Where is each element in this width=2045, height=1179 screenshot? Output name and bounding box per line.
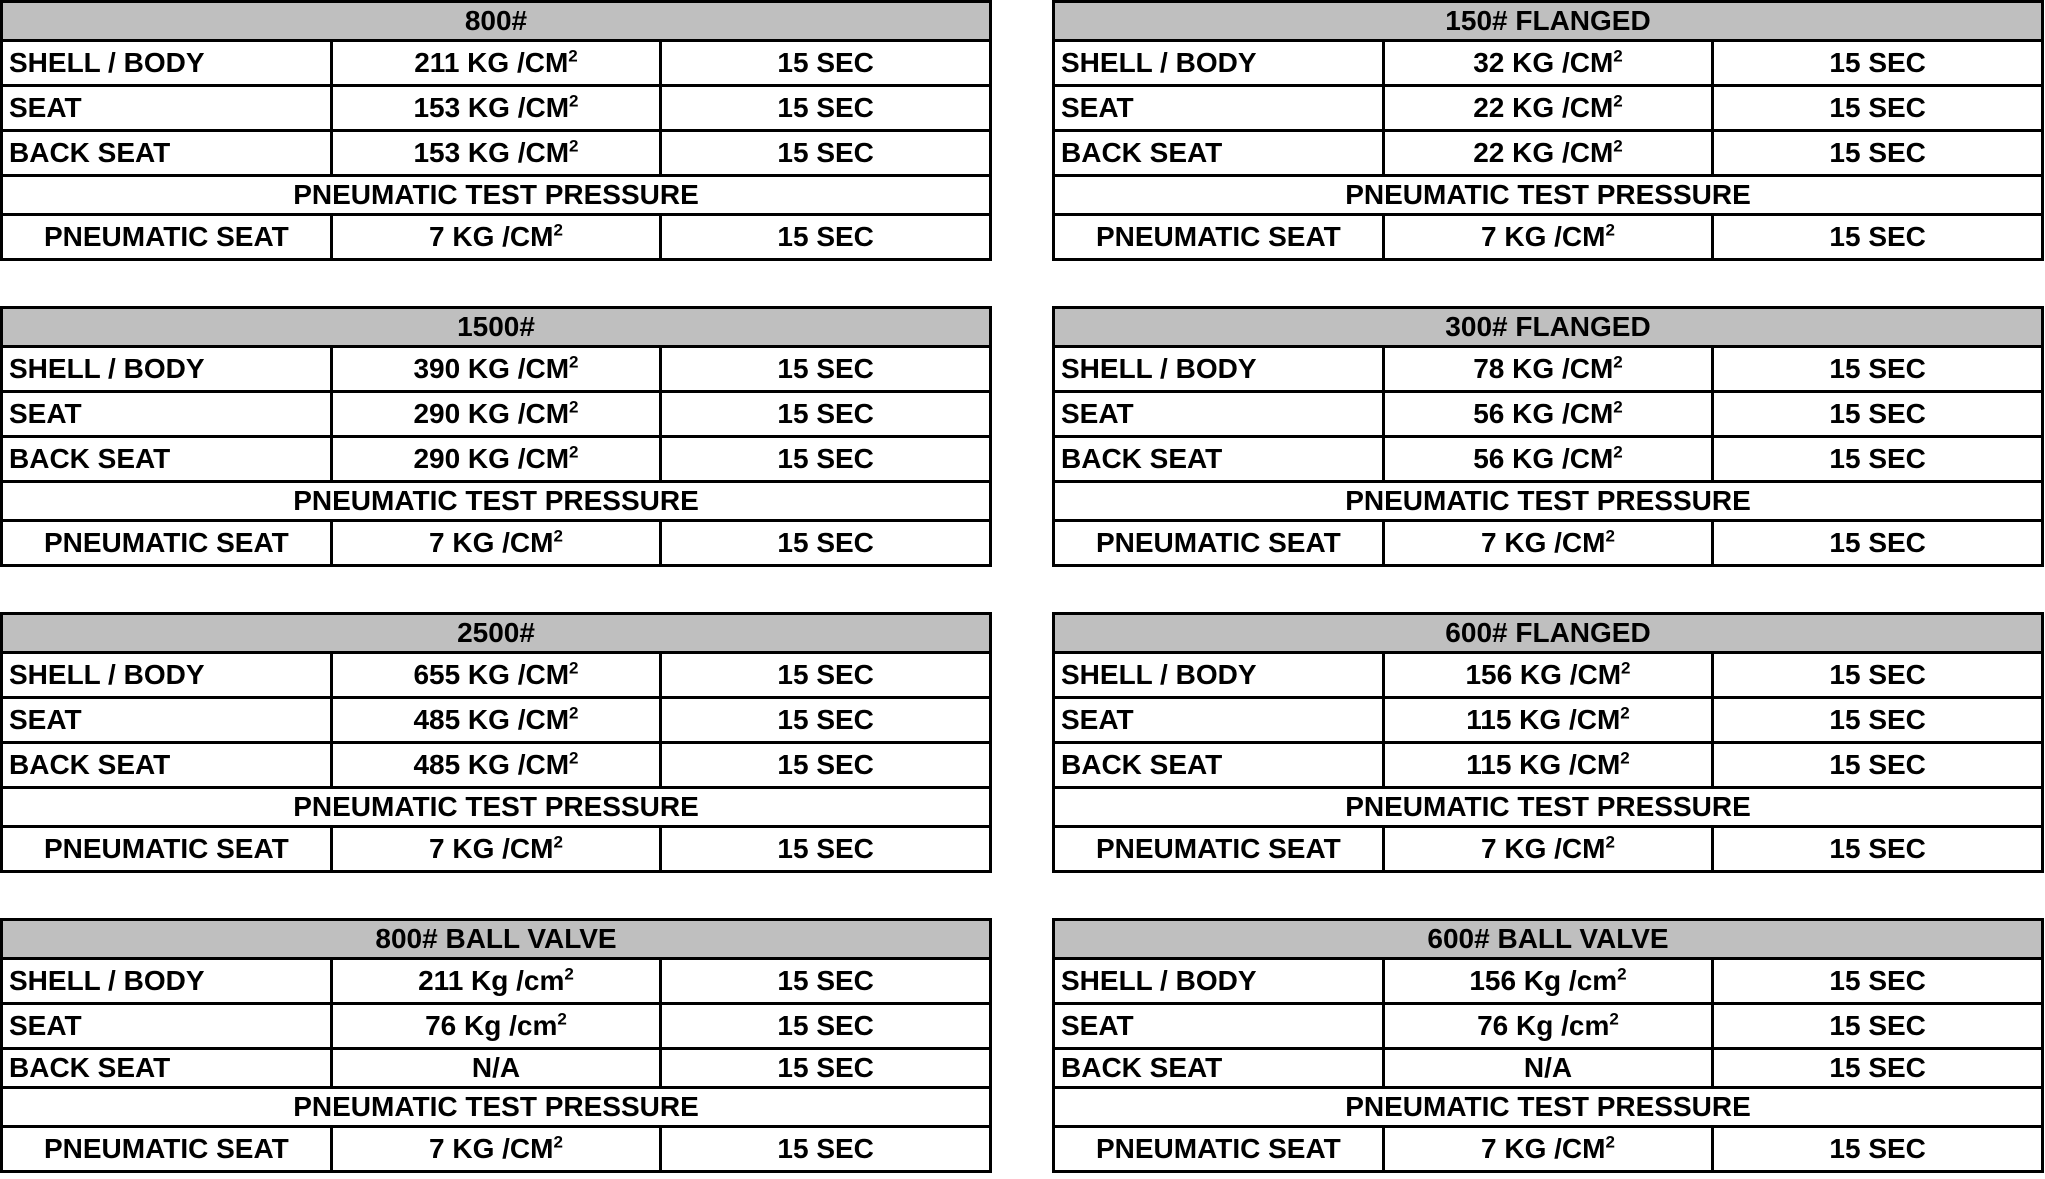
- test-table: [0, 0, 992, 261]
- pneumatic-header: PNEUMATIC TEST PRESSURE: [1054, 482, 2043, 521]
- row-value: 390 KG $/CM^2$: [331, 347, 661, 392]
- test-table: [1052, 612, 2044, 873]
- row-label: SHELL / BODY: [1054, 41, 1384, 86]
- row-time: 15 SEC: [661, 1004, 991, 1049]
- row-label: BACK SEAT: [1054, 1049, 1384, 1088]
- row-time: 15 SEC: [661, 959, 991, 1004]
- pneumatic-seat-time: 15 SEC: [1713, 521, 2043, 566]
- pneumatic-seat-label: PNEUMATIC SEAT: [1054, 215, 1384, 260]
- row-value: 290 KG $/CM^2$: [331, 392, 661, 437]
- row-value: 76 Kg $/cm^2$: [1383, 1004, 1713, 1049]
- row-time: 15 SEC: [1713, 347, 2043, 392]
- row-label: BACK SEAT: [1054, 131, 1384, 176]
- pneumatic-seat-value: 7 KG $/CM^2$: [1383, 827, 1713, 872]
- test-block-800-ball-valve: [0, 918, 992, 1173]
- pneumatic-header: PNEUMATIC TEST PRESSURE: [2, 1088, 991, 1127]
- row-time: 15 SEC: [661, 86, 991, 131]
- test-table: [1052, 918, 2044, 1173]
- row-label: SEAT: [2, 698, 332, 743]
- pneumatic-seat-time: 15 SEC: [661, 521, 991, 566]
- row-time: 15 SEC: [1713, 41, 2043, 86]
- row-time: 15 SEC: [1713, 392, 2043, 437]
- row-label: SHELL / BODY: [2, 347, 332, 392]
- pneumatic-header: PNEUMATIC TEST PRESSURE: [2, 482, 991, 521]
- row-label: SEAT: [1054, 86, 1384, 131]
- row-time: 15 SEC: [1713, 743, 2043, 788]
- row-label: SEAT: [2, 1004, 332, 1049]
- test-table: [0, 612, 992, 873]
- pneumatic-seat-label: PNEUMATIC SEAT: [2, 521, 332, 566]
- row-value: 78 KG $/CM^2$: [1383, 347, 1713, 392]
- block-title: 600# FLANGED: [1054, 614, 2043, 653]
- test-block-300-flanged: [1052, 306, 2044, 567]
- row-value: 485 KG $/CM^2$: [331, 743, 661, 788]
- row-label: BACK SEAT: [1054, 437, 1384, 482]
- row-label: SEAT: [1054, 698, 1384, 743]
- test-table: [0, 918, 992, 1173]
- pneumatic-seat-value: 7 KG $/CM^2$: [331, 521, 661, 566]
- pneumatic-seat-label: PNEUMATIC SEAT: [1054, 521, 1384, 566]
- row-value: 56 KG $/CM^2$: [1383, 392, 1713, 437]
- row-value: 115 KG $/CM^2$: [1383, 698, 1713, 743]
- pneumatic-header: PNEUMATIC TEST PRESSURE: [1054, 1088, 2043, 1127]
- row-time: 15 SEC: [661, 743, 991, 788]
- pneumatic-seat-time: 15 SEC: [661, 1127, 991, 1172]
- pneumatic-header: PNEUMATIC TEST PRESSURE: [1054, 176, 2043, 215]
- row-time: 15 SEC: [661, 392, 991, 437]
- pneumatic-header: PNEUMATIC TEST PRESSURE: [1054, 788, 2043, 827]
- row-time: 15 SEC: [661, 1049, 991, 1088]
- test-block-600-flanged: [1052, 612, 2044, 873]
- row-time: 15 SEC: [1713, 698, 2043, 743]
- row-value: 655 KG $/CM^2$: [331, 653, 661, 698]
- pneumatic-seat-label: PNEUMATIC SEAT: [1054, 1127, 1384, 1172]
- row-time: 15 SEC: [1713, 1004, 2043, 1049]
- row-label: SEAT: [1054, 1004, 1384, 1049]
- row-time: 15 SEC: [1713, 1049, 2043, 1088]
- pneumatic-seat-value: 7 KG $/CM^2$: [331, 1127, 661, 1172]
- row-time: 15 SEC: [1713, 131, 2043, 176]
- row-label: SHELL / BODY: [2, 653, 332, 698]
- row-label: SHELL / BODY: [1054, 653, 1384, 698]
- row-value: 156 KG $/CM^2$: [1383, 653, 1713, 698]
- test-table: [0, 306, 992, 567]
- row-time: 15 SEC: [661, 653, 991, 698]
- row-time: 15 SEC: [1713, 86, 2043, 131]
- row-value: 153 KG $/CM^2$: [331, 131, 661, 176]
- pneumatic-seat-time: 15 SEC: [1713, 827, 2043, 872]
- row-value: 22 KG $/CM^2$: [1383, 86, 1713, 131]
- row-label: BACK SEAT: [2, 1049, 332, 1088]
- row-time: 15 SEC: [661, 437, 991, 482]
- row-value: 153 KG $/CM^2$: [331, 86, 661, 131]
- pneumatic-seat-value: 7 KG $/CM^2$: [1383, 215, 1713, 260]
- pneumatic-seat-time: 15 SEC: [1713, 215, 2043, 260]
- row-time: 15 SEC: [1713, 653, 2043, 698]
- block-title: 800# BALL VALVE: [2, 920, 991, 959]
- test-block-2500: [0, 612, 992, 873]
- row-value: 156 Kg $/cm^2$: [1383, 959, 1713, 1004]
- pneumatic-seat-label: PNEUMATIC SEAT: [2, 1127, 332, 1172]
- test-block-800: [0, 0, 992, 261]
- block-title: 600# BALL VALVE: [1054, 920, 2043, 959]
- pneumatic-seat-label: PNEUMATIC SEAT: [1054, 827, 1384, 872]
- row-value: 32 KG $/CM^2$: [1383, 41, 1713, 86]
- row-value: 22 KG $/CM^2$: [1383, 131, 1713, 176]
- row-label: SHELL / BODY: [1054, 347, 1384, 392]
- row-value: 211 Kg $/cm^2$: [331, 959, 661, 1004]
- row-label: BACK SEAT: [2, 131, 332, 176]
- pneumatic-header: PNEUMATIC TEST PRESSURE: [2, 788, 991, 827]
- block-title: 800#: [2, 2, 991, 41]
- test-table: [1052, 306, 2044, 567]
- test-block-1500: [0, 306, 992, 567]
- row-label: SEAT: [2, 86, 332, 131]
- row-time: 15 SEC: [661, 698, 991, 743]
- row-label: SEAT: [2, 392, 332, 437]
- row-time: 15 SEC: [661, 131, 991, 176]
- pneumatic-seat-value: 7 KG $/CM^2$: [331, 827, 661, 872]
- row-value: N/A: [331, 1049, 661, 1088]
- block-title: 2500#: [2, 614, 991, 653]
- row-label: SHELL / BODY: [1054, 959, 1384, 1004]
- test-block-600-ball-valve: [1052, 918, 2044, 1173]
- row-label: SEAT: [1054, 392, 1384, 437]
- row-value: 115 KG $/CM^2$: [1383, 743, 1713, 788]
- row-label: SHELL / BODY: [2, 41, 332, 86]
- pneumatic-seat-label: PNEUMATIC SEAT: [2, 827, 332, 872]
- pneumatic-seat-value: 7 KG $/CM^2$: [1383, 1127, 1713, 1172]
- block-title: 150# FLANGED: [1054, 2, 2043, 41]
- pneumatic-seat-time: 15 SEC: [661, 827, 991, 872]
- row-label: SHELL / BODY: [2, 959, 332, 1004]
- test-table: [1052, 0, 2044, 261]
- pneumatic-header: PNEUMATIC TEST PRESSURE: [2, 176, 991, 215]
- pneumatic-seat-time: 15 SEC: [1713, 1127, 2043, 1172]
- block-title: 300# FLANGED: [1054, 308, 2043, 347]
- row-time: 15 SEC: [1713, 959, 2043, 1004]
- pneumatic-seat-value: 7 KG $/CM^2$: [1383, 521, 1713, 566]
- row-value: 211 KG $/CM^2$: [331, 41, 661, 86]
- pneumatic-seat-label: PNEUMATIC SEAT: [2, 215, 332, 260]
- row-value: 56 KG $/CM^2$: [1383, 437, 1713, 482]
- block-title: 1500#: [2, 308, 991, 347]
- row-time: 15 SEC: [661, 41, 991, 86]
- test-block-150-flanged: [1052, 0, 2044, 261]
- pneumatic-seat-time: 15 SEC: [661, 215, 991, 260]
- row-time: 15 SEC: [661, 347, 991, 392]
- row-value: 76 Kg $/cm^2$: [331, 1004, 661, 1049]
- row-label: BACK SEAT: [2, 743, 332, 788]
- row-label: BACK SEAT: [1054, 743, 1384, 788]
- row-value: N/A: [1383, 1049, 1713, 1088]
- row-value: 485 KG $/CM^2$: [331, 698, 661, 743]
- row-time: 15 SEC: [1713, 437, 2043, 482]
- pneumatic-seat-value: 7 KG $/CM^2$: [331, 215, 661, 260]
- row-label: BACK SEAT: [2, 437, 332, 482]
- row-value: 290 KG $/CM^2$: [331, 437, 661, 482]
